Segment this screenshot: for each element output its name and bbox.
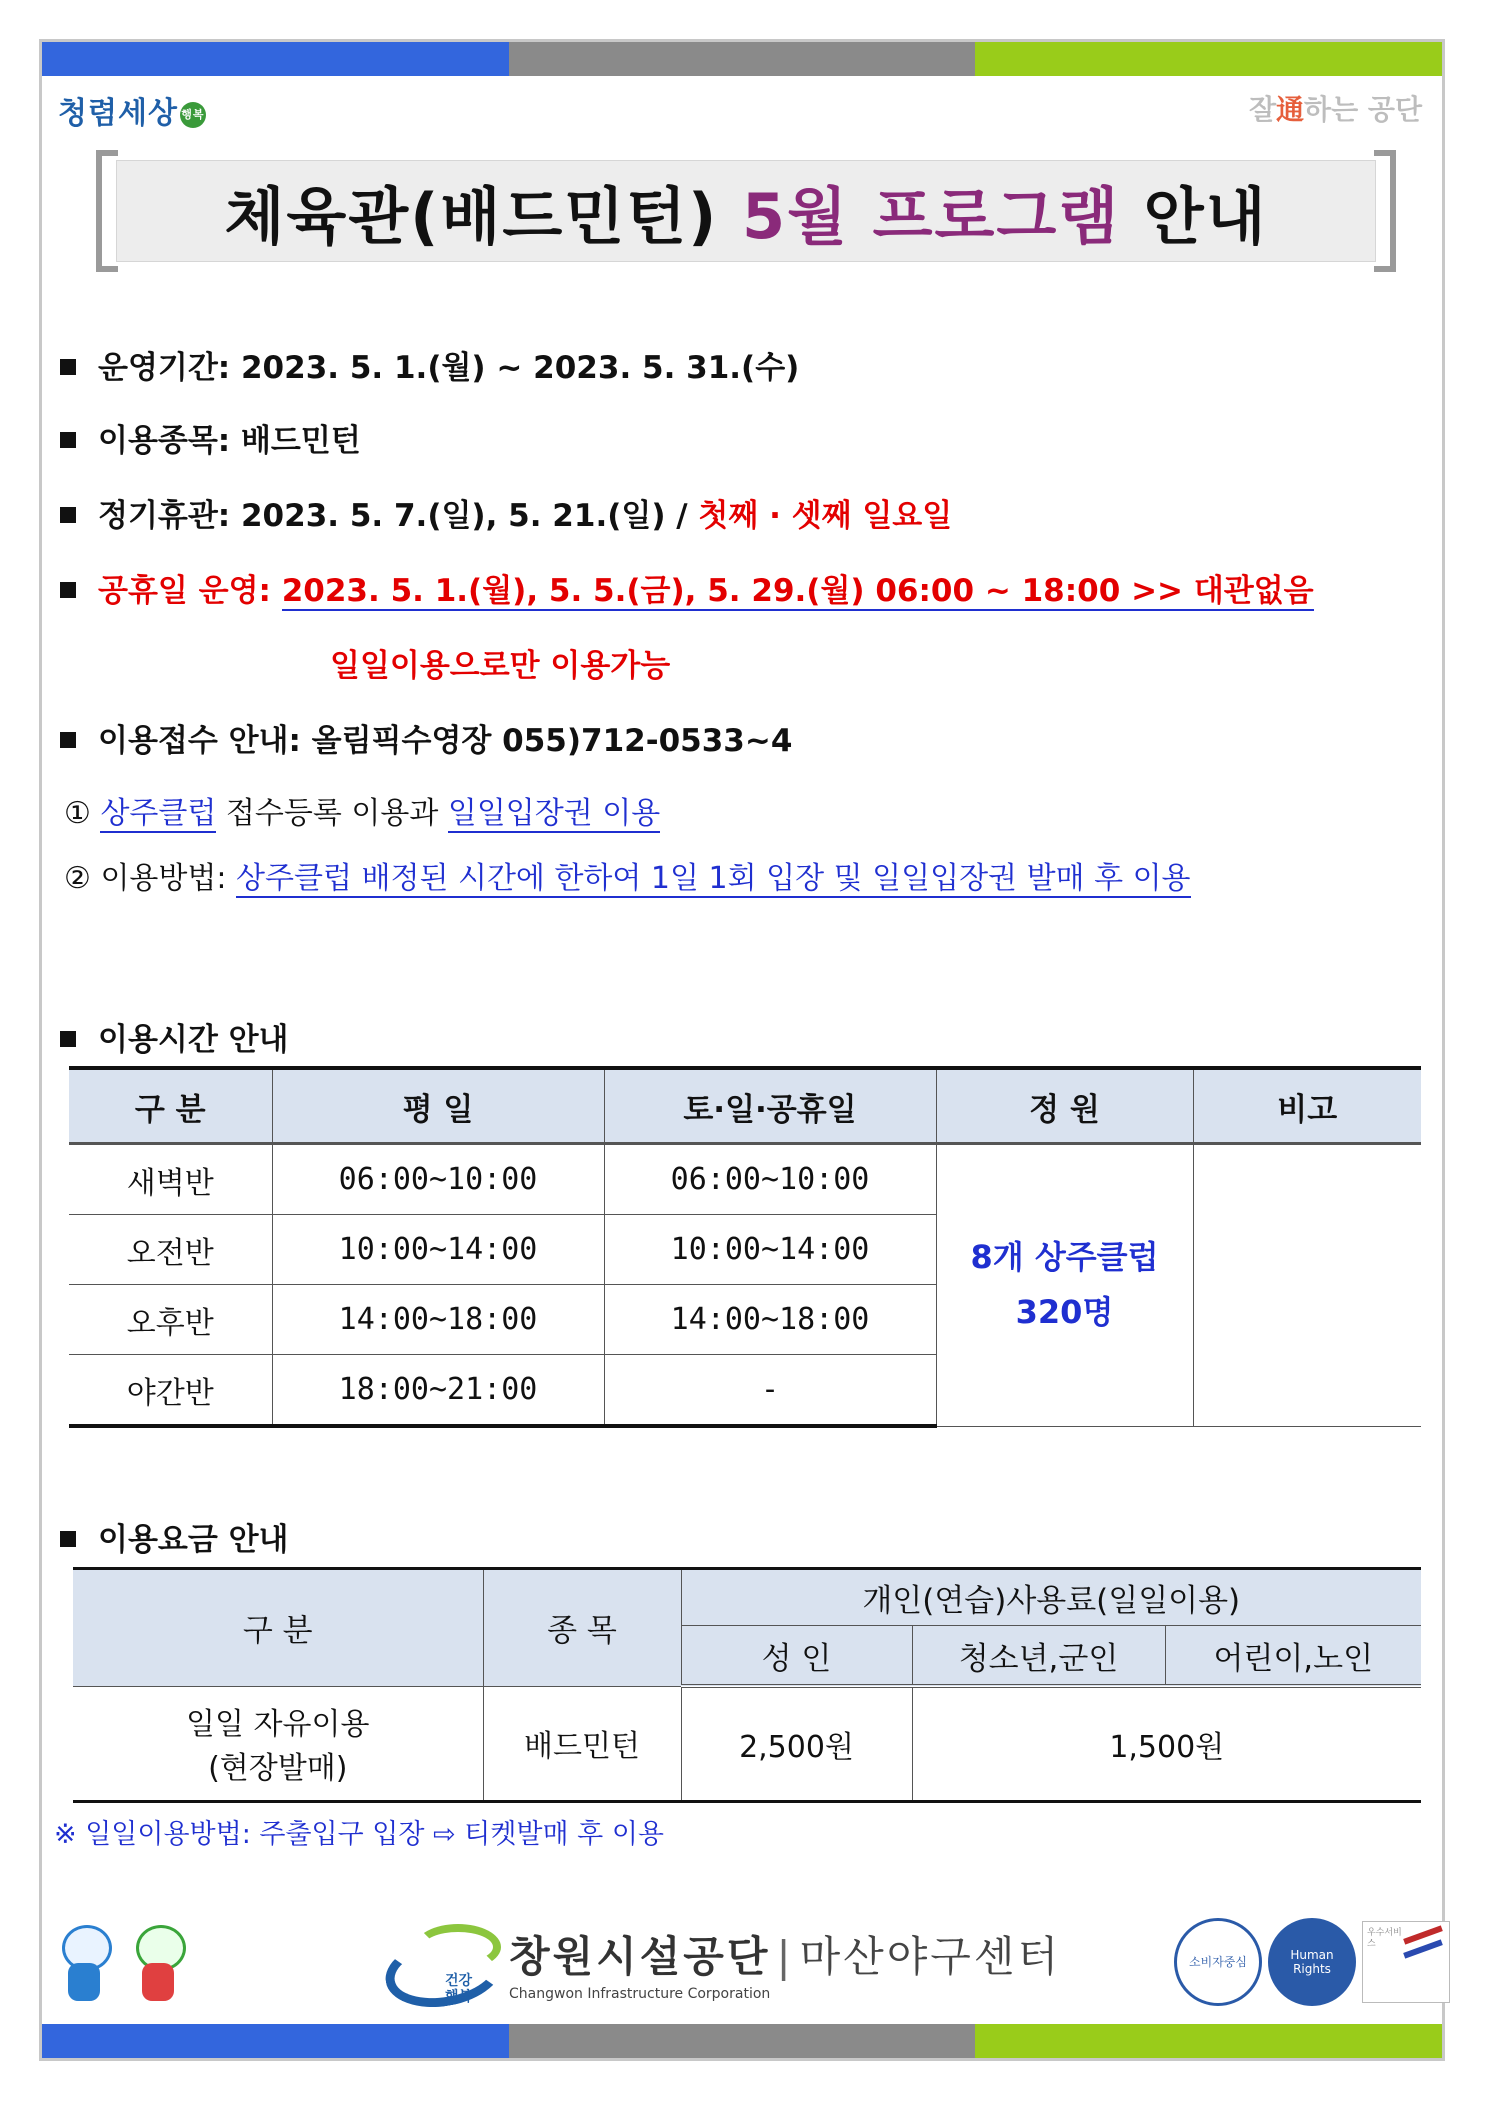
consumer-centered-badge-icon: 소비자중심	[1174, 1918, 1262, 2006]
fees-row-youth-child: 1,500원	[912, 1686, 1421, 1802]
sport-label: 이용종목:	[98, 423, 231, 459]
fees-header-row-1	[73, 1569, 1421, 1626]
org-name-en: Changwon Infrastructure Corporation	[509, 1986, 771, 2002]
fees-col-item: 종 목	[483, 1569, 681, 1687]
mascot-blue-icon	[54, 1925, 114, 2005]
row-weekend: 10:00~14:00	[604, 1215, 936, 1285]
title-bracket-right	[1374, 150, 1396, 272]
closed-note: 첫째 · 셋째 일요일	[698, 498, 953, 534]
band-green	[975, 2024, 1442, 2058]
closed-label: 정기휴관:	[98, 498, 231, 534]
fees-col-youth: 청소년,군인	[912, 1626, 1165, 1687]
fees-col-child: 어린이,노인	[1165, 1626, 1421, 1687]
row-weekday: 10:00~14:00	[272, 1215, 604, 1285]
certification-badges	[1174, 1918, 1450, 2006]
row-name: 오후반	[69, 1285, 272, 1355]
capacity-cell	[936, 1144, 1193, 1427]
top-color-band	[42, 42, 1442, 76]
org-name: 창원시설공단	[509, 1932, 771, 1981]
info-period	[60, 342, 799, 387]
remarks-cell	[1193, 1144, 1421, 1427]
table-row	[73, 1686, 1421, 1802]
fees-col-category: 구 분	[73, 1569, 483, 1687]
happy-circle-icon: 행복	[180, 102, 206, 128]
row-name: 야간반	[69, 1355, 272, 1427]
org-sub: 마산야구센터	[799, 1932, 1062, 1981]
row-name: 오전반	[69, 1215, 272, 1285]
info-sport	[60, 415, 361, 460]
row-weekday: 06:00~10:00	[272, 1144, 604, 1215]
row-name: 새벽반	[69, 1144, 272, 1215]
service-badge-text: 우수서비스	[1367, 1928, 1402, 1949]
bottom-color-band	[42, 2024, 1442, 2058]
col-weekday: 평 일	[272, 1068, 604, 1144]
table-row	[69, 1144, 1421, 1215]
band-gray	[509, 42, 976, 76]
item2-label: 이용방법:	[100, 861, 237, 896]
info-contact	[60, 715, 792, 760]
row-weekday: 14:00~18:00	[272, 1285, 604, 1355]
human-rights-badge-icon: Human Rights	[1268, 1918, 1356, 2006]
usage-item-1	[64, 788, 660, 832]
slogan-part-c: 하는 공단	[1304, 93, 1422, 126]
item-number-2: ②	[64, 861, 91, 896]
slogan-health: 건강	[445, 1973, 473, 1989]
bullet-square-icon	[60, 359, 76, 375]
fees-row-item: 배드민턴	[483, 1686, 681, 1802]
bullet-square-icon	[60, 1031, 76, 1047]
info-closed	[60, 490, 952, 535]
fees-col-group: 개인(연습)사용료(일일이용)	[681, 1569, 1421, 1626]
bullet-square-icon	[60, 507, 76, 523]
clean-world-logo-text: 청렴세상	[58, 96, 178, 131]
capacity-clubs: 8개 상주클럽	[970, 1238, 1159, 1277]
row-weekday: 18:00~21:00	[272, 1355, 604, 1427]
fees-row-category-line1: 일일 자유이용	[186, 1707, 370, 1743]
usage-item-2	[64, 853, 1191, 897]
period-label: 운영기간:	[98, 350, 231, 386]
schedule-table	[69, 1066, 1421, 1428]
period-value: 2023. 5. 1.(월) ~ 2023. 5. 31.(수)	[240, 350, 800, 386]
col-capacity: 정 원	[936, 1068, 1193, 1144]
item-number-1: ①	[64, 796, 91, 831]
item1-middle: 접수등록 이용과	[216, 796, 448, 831]
mascot-characters	[54, 1925, 188, 2005]
row-weekend: 14:00~18:00	[604, 1285, 936, 1355]
title-inner	[116, 160, 1376, 262]
contact-value: 올림픽수영장 055)712-0533~4	[311, 723, 793, 759]
page-title	[224, 167, 1267, 256]
item1-club: 상주클럽	[100, 796, 217, 831]
title-bracket-left	[96, 150, 118, 272]
col-category: 구 분	[69, 1068, 272, 1144]
holiday-label: 공휴일 운영:	[98, 573, 271, 609]
closed-value: 2023. 5. 7.(일), 5. 21.(일) /	[240, 498, 699, 534]
fees-row-category	[73, 1686, 483, 1802]
info-holiday	[60, 565, 1314, 610]
slogan-part-b: 通	[1276, 93, 1305, 126]
fees-row-adult: 2,500원	[681, 1686, 912, 1802]
sport-value: 배드민턴	[240, 423, 361, 459]
fees-col-adult: 성 인	[681, 1626, 912, 1687]
bullet-square-icon	[60, 582, 76, 598]
bullet-square-icon	[60, 732, 76, 748]
band-blue	[42, 2024, 509, 2058]
fees-heading-text: 이용요금 안내	[98, 1522, 289, 1558]
usage-note: ※ 일일이용방법: 주출입구 입장 ⇨ 티켓발매 후 이용	[54, 1819, 664, 1850]
item2-method: 상주클럽 배정된 시간에 한하여 1일 1회 입장 및 일일입장권 발매 후 이용	[236, 861, 1191, 896]
agency-slogan-logo	[1249, 88, 1422, 128]
schedule-heading-text: 이용시간 안내	[98, 1022, 289, 1058]
fees-table	[73, 1567, 1421, 1803]
col-remarks: 비고	[1193, 1068, 1421, 1144]
service-excellence-badge-icon	[1362, 1921, 1450, 2003]
contact-label: 이용접수 안내:	[98, 723, 301, 759]
mascot-green-icon	[128, 1925, 188, 2005]
org-mark-icon	[385, 1918, 495, 2008]
clean-world-logo	[58, 88, 208, 132]
band-blue	[42, 42, 509, 76]
bullet-square-icon	[60, 1531, 76, 1547]
bullet-square-icon	[60, 432, 76, 448]
title-part-a: 체육관(배드민턴)	[224, 179, 742, 253]
fees-row-category-line2: (현장발매)	[208, 1751, 348, 1787]
org-logo	[385, 1918, 1061, 2008]
item1-ticket: 일일입장권 이용	[447, 796, 661, 831]
table-header-row	[69, 1068, 1421, 1144]
slogan-part-a: 잘	[1248, 93, 1277, 126]
row-weekend: -	[604, 1355, 936, 1427]
holiday-value-2: 일일이용으로만 이용가능	[330, 648, 671, 684]
title-part-c: 안내	[1120, 179, 1268, 253]
schedule-heading	[60, 1014, 288, 1059]
col-weekend: 토·일·공휴일	[604, 1068, 936, 1144]
title-box	[96, 150, 1396, 272]
band-gray	[509, 2024, 976, 2058]
org-names: 창원시설공단 | 마산야구센터 Changwon Infrastructure Corporation	[509, 1932, 1062, 2002]
slogan-happy: 행복	[445, 1989, 473, 2005]
band-green	[975, 42, 1442, 76]
capacity-people: 320명	[1015, 1293, 1114, 1332]
row-weekend: 06:00~10:00	[604, 1144, 936, 1215]
title-part-b: 5월 프로그램	[741, 179, 1121, 253]
fees-heading	[60, 1514, 288, 1559]
holiday-value: 2023. 5. 1.(월), 5. 5.(금), 5. 29.(월) 06:00 ~ 18:00 >> 대관없음	[281, 573, 1314, 609]
